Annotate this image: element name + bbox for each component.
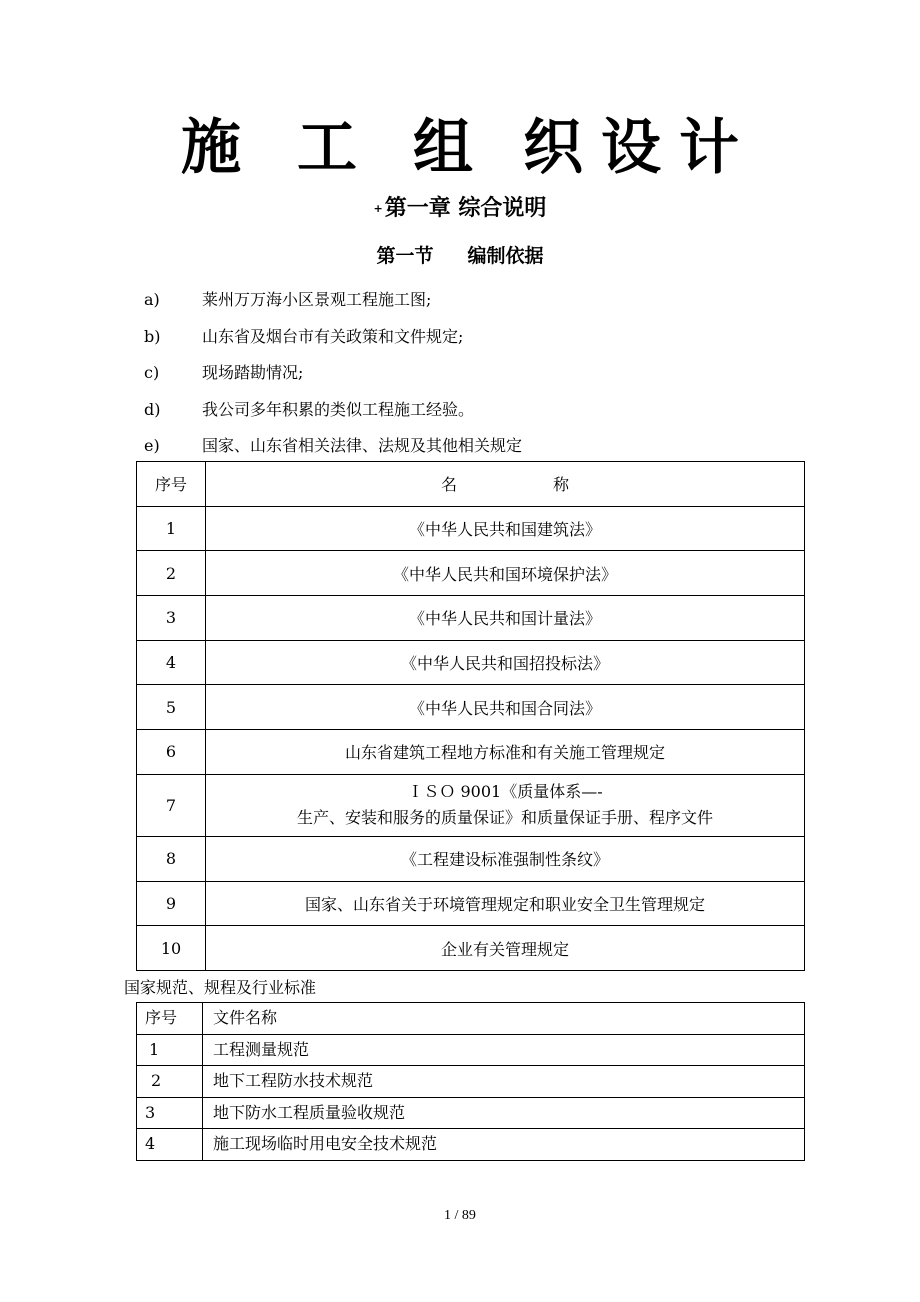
title-char: 工: [297, 113, 357, 183]
list-label: c): [144, 363, 160, 382]
header-cell-no: 序号: [137, 1003, 203, 1035]
section-name: 编制依据: [467, 245, 544, 267]
cell-name: 《工程建设标准强制性条纹》: [206, 836, 805, 881]
cell-name: 《中华人民共和国合同法》: [206, 685, 805, 730]
section-number: 第一节: [376, 245, 434, 267]
header-name-part: 名: [440, 475, 457, 495]
cell-line: 生产、安装和服务的质量保证》和质量保证手册、程序文件: [296, 808, 713, 828]
list-label: b): [144, 326, 161, 346]
table-row: [137, 836, 805, 881]
cell-no: 4: [137, 1129, 203, 1161]
cell-no: 5: [137, 685, 206, 730]
cell-no: 3: [137, 596, 206, 641]
table-row: [137, 1097, 805, 1129]
list-item: [144, 358, 522, 395]
list-label: d): [144, 399, 161, 419]
table-row: [137, 596, 805, 641]
title-char: 计: [679, 113, 739, 183]
section-heading: [0, 242, 920, 270]
table-row: [137, 551, 805, 596]
table-header-row: [137, 1003, 805, 1035]
title-char: 设: [601, 113, 661, 183]
cell-no: 1: [137, 1034, 203, 1066]
list-text: 现场踏勘情况;: [202, 363, 304, 382]
list-text: 我公司多年积累的类似工程施工经验。: [202, 399, 475, 419]
header-cell-name: [206, 462, 805, 507]
chapter-title: 第一章 综合说明: [384, 196, 547, 221]
anchor-mark: +: [373, 202, 383, 215]
title-char: 组: [413, 113, 473, 183]
table-row: [137, 640, 805, 685]
page-number: 1 / 89: [444, 1208, 476, 1223]
cell-name: 企业有关管理规定: [206, 926, 805, 971]
table-row: [137, 506, 805, 551]
cell-name: 国家、山东省关于环境管理规定和职业安全卫生管理规定: [206, 881, 805, 926]
table-row: [137, 1066, 805, 1098]
list-text: 山东省及烟台市有关政策和文件规定;: [202, 326, 464, 346]
cell-no: 1: [137, 506, 206, 551]
list-item: [144, 395, 522, 432]
standards-heading: 国家规范、规程及行业标准: [124, 978, 317, 997]
list-text: 国家、山东省相关法律、法规及其他相关规定: [202, 436, 523, 455]
cell-no: 9: [137, 881, 206, 926]
table-row: [137, 926, 805, 971]
basis-list: [144, 285, 522, 468]
cell-name: 地下工程防水技术规范: [203, 1066, 805, 1098]
chapter-heading: [0, 194, 920, 224]
table-row: [137, 881, 805, 926]
cell-no: 2: [137, 1066, 203, 1098]
table-row: [137, 774, 805, 836]
cell-name: 地下防水工程质量验收规范: [203, 1097, 805, 1129]
cell-name: 工程测量规范: [203, 1034, 805, 1066]
table-row: [137, 1034, 805, 1066]
cell-no: 6: [137, 730, 206, 775]
table-row: [137, 685, 805, 730]
cell-name: 《中华人民共和国环境保护法》: [206, 551, 805, 596]
table-header-row: [137, 462, 805, 507]
cell-no: 4: [137, 640, 206, 685]
cell-name: 《中华人民共和国计量法》: [206, 596, 805, 641]
cell-no: 10: [137, 926, 206, 971]
cell-name: 《中华人民共和国招投标法》: [206, 640, 805, 685]
header-cell-name: 文件名称: [203, 1003, 805, 1035]
cell-name: 施工现场临时用电安全技术规范: [203, 1129, 805, 1161]
cell-no: 3: [137, 1097, 203, 1129]
table-row: [137, 1129, 805, 1161]
cell-line: ＩＳＯ 9001《质量体系—-: [407, 782, 603, 802]
cell-no: 2: [137, 551, 206, 596]
list-label: e): [144, 436, 160, 455]
list-item: [144, 322, 522, 359]
title-char: 织: [523, 113, 583, 183]
cell-no: 8: [137, 836, 206, 881]
cell-name: 山东省建筑工程地方标准和有关施工管理规定: [206, 730, 805, 775]
cell-name: [206, 774, 805, 836]
cell-name: 《中华人民共和国建筑法》: [206, 506, 805, 551]
header-name-part: 称: [553, 475, 570, 495]
document-title: [0, 110, 920, 186]
standards-table: [136, 1002, 805, 1161]
cell-no: 7: [137, 774, 206, 836]
header-cell-no: 序号: [137, 462, 206, 507]
table-row: [137, 730, 805, 775]
laws-table: [136, 461, 805, 971]
list-item: [144, 285, 522, 322]
title-char: 施: [181, 113, 241, 183]
list-text: 莱州万万海小区景观工程施工图;: [202, 290, 432, 309]
list-label: a): [144, 290, 160, 309]
